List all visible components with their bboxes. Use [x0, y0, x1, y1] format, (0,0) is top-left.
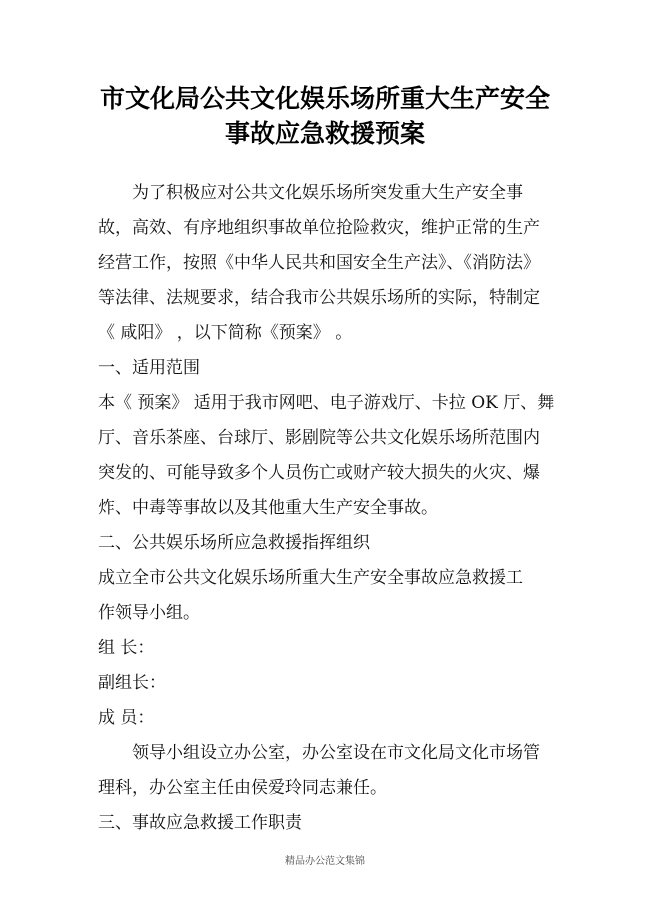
section-heading: 二、公共娱乐场所应急救援指挥组织: [98, 533, 370, 553]
document-title-line-1: 市文化局公共文化娱乐场所重大生产安全: [99, 84, 550, 113]
paragraph-line: 本《 预案》 适用于我市网吧、电子游戏厅、卡拉 OK 厅、舞: [98, 393, 555, 413]
section-heading: 一、适用范围: [98, 358, 200, 378]
section-heading: 三、事故应急救援工作职责: [98, 813, 302, 833]
paragraph-line: 为了积极应对公共文化娱乐场所突发重大生产安全事: [98, 183, 523, 203]
document-title-line-2: 事故应急救援预案: [224, 119, 425, 148]
paragraph-line: 等法律、法规要求，结合我市公共娱乐场所的实际，特制定: [98, 288, 540, 308]
page-footer: 精品办公范文集锦: [285, 856, 365, 867]
paragraph-line: 作领导小组。: [98, 603, 200, 623]
paragraph-line: 故，高效、有序地组织事故单位抢险救灾，维护正常的生产: [98, 218, 540, 238]
paragraph-line: 成立全市公共文化娱乐场所重大生产安全事故应急救援工: [98, 568, 523, 588]
paragraph-line: 经营工作，按照《中华人民共和国安全生产法》、《消防法》: [98, 253, 540, 273]
paragraph-line: 《 咸阳》 ，以下简称《预案》 。: [98, 323, 353, 343]
paragraph-line: 突发的、可能导致多个人员伤亡或财产较大损失的火灾、爆: [98, 463, 540, 483]
paragraph-line: 厅、音乐茶座、台球厅、影剧院等公共文化娱乐场所范围内: [98, 428, 540, 448]
role-line-leader: 组 长：: [98, 638, 155, 658]
role-line-members: 成 员：: [98, 708, 155, 728]
role-line-deputy: 副组长：: [98, 673, 166, 693]
paragraph-line: 领导小组设立办公室，办公室设在市文化局文化市场管: [98, 743, 540, 763]
paragraph-line: 炸、中毒等事故以及其他重大生产安全事故。: [98, 498, 438, 518]
paragraph-line: 理科，办公室主任由侯爱玲同志兼任。: [98, 778, 387, 798]
